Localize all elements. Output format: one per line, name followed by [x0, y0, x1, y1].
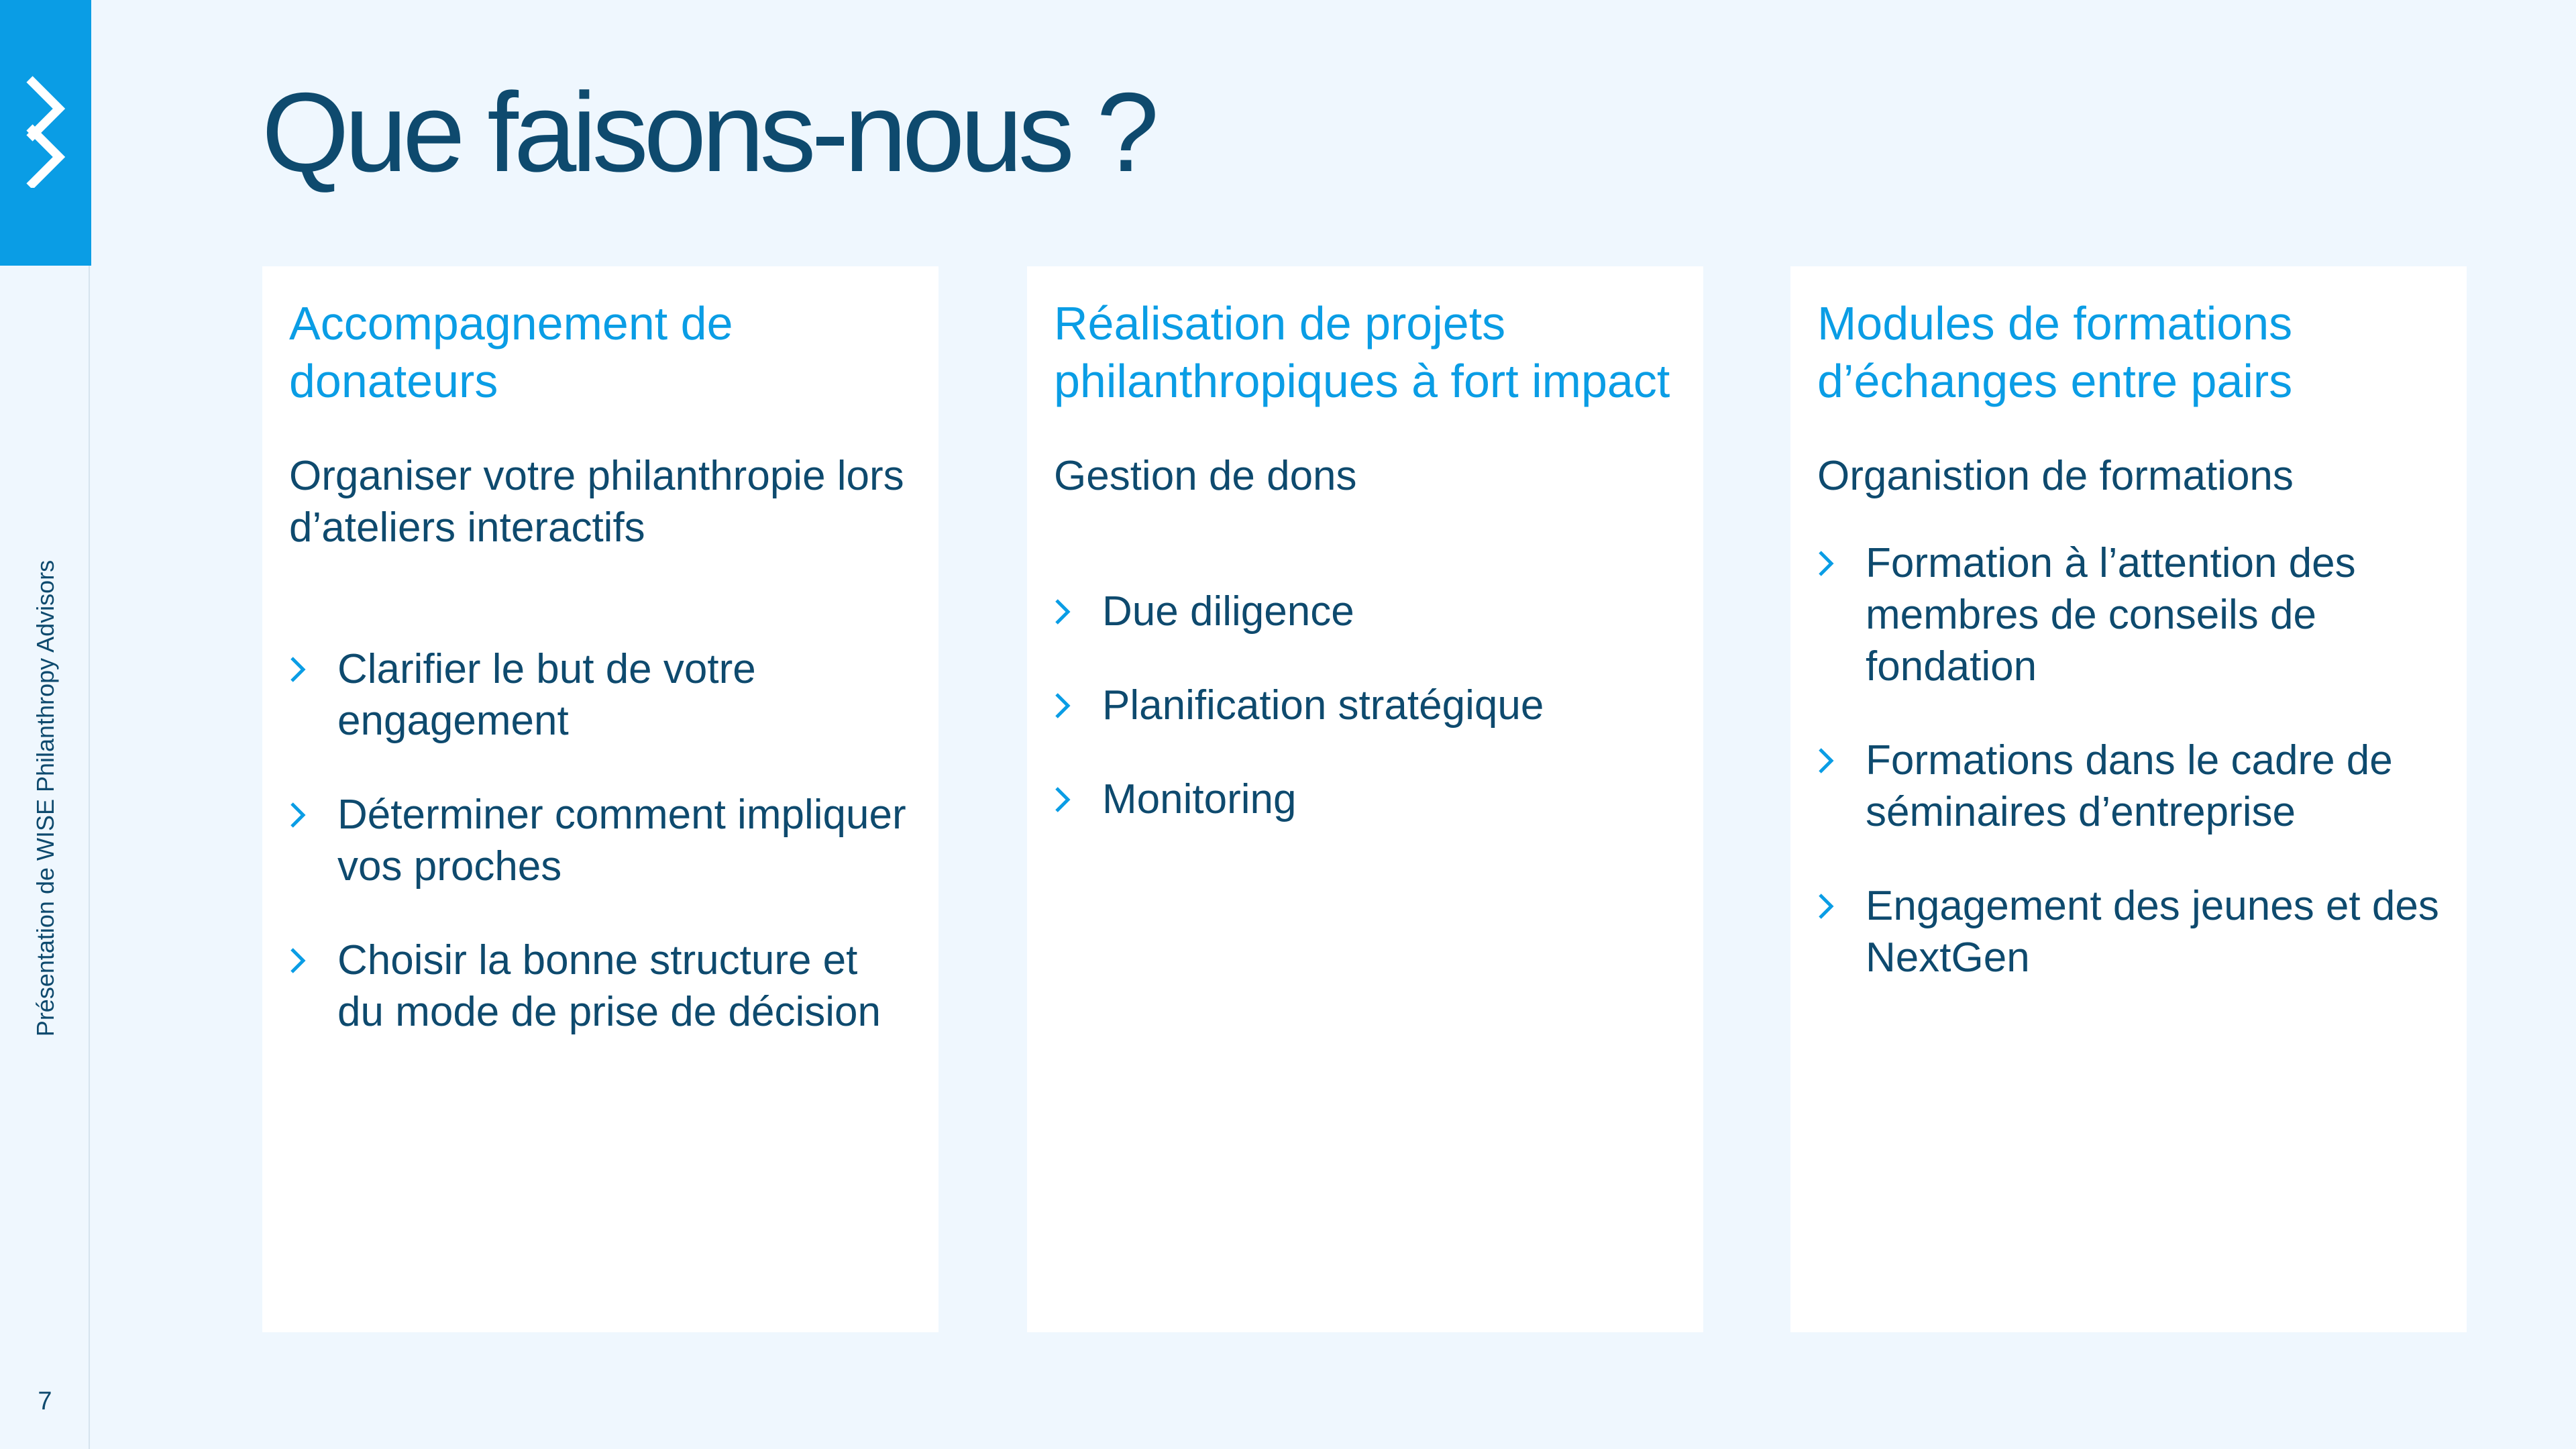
logo	[0, 0, 91, 266]
card-title: Réalisation de projets philanthropiques à fort impact	[1054, 297, 1670, 407]
bullet-text: Déterminer comment impliquer vos proches	[337, 792, 906, 890]
page-title: Que faisons-nous ?	[262, 69, 1155, 195]
bullet-text: Due diligence	[1102, 588, 1354, 635]
card-title: Modules de formations d’échanges entre pairs	[1817, 297, 2293, 407]
chevron-right-icon	[1054, 692, 1071, 720]
card-philanthropic-projects	[1027, 266, 1703, 1332]
bullet-text: Planification stratégique	[1102, 682, 1544, 729]
list-item	[1054, 586, 1676, 637]
card-title: Accompagnement de donateurs	[289, 297, 733, 407]
bullet-list	[1817, 537, 2440, 983]
chevron-right-icon	[289, 801, 307, 829]
chevron-right-icon	[289, 947, 307, 975]
presentation-label: Présentation de WISE Philanthropy Advisors	[32, 559, 59, 1037]
bullet-text: Choisir la bonne structure et du mode de prise de décision	[337, 937, 881, 1035]
card-training-modules	[1790, 266, 2467, 1332]
bullet-list	[289, 643, 912, 1038]
chevron-right-icon	[1817, 747, 1835, 775]
list-item	[1817, 880, 2440, 983]
chevron-right-icon	[1817, 549, 1835, 578]
list-item	[1817, 735, 2440, 838]
chevron-right-icon	[289, 655, 307, 684]
card-subtitle: Organiser votre philanthropie lors d’ateliers interactifs	[289, 453, 904, 551]
list-item	[289, 934, 912, 1038]
list-item	[1817, 537, 2440, 692]
bullet-text: Formation à l’attention des membres de conseils de fondation	[1866, 540, 2356, 690]
bullet-list	[1054, 586, 1676, 825]
list-item	[289, 643, 912, 747]
page-number: 7	[38, 1387, 52, 1415]
list-item	[1054, 773, 1676, 825]
sidebar	[0, 0, 90, 1449]
list-item	[1054, 680, 1676, 731]
list-item	[289, 789, 912, 892]
card-donor-support	[262, 266, 938, 1332]
card-subtitle: Gestion de dons	[1054, 453, 1357, 499]
logo-chevrons-icon	[25, 74, 66, 188]
chevron-right-icon	[1817, 892, 1835, 920]
bullet-text: Monitoring	[1102, 776, 1297, 822]
bullet-text: Formations dans le cadre de séminaires d’entreprise	[1866, 737, 2393, 835]
chevron-right-icon	[1054, 786, 1071, 814]
card-subtitle: Organistion de formations	[1817, 453, 2294, 499]
bullet-text: Clarifier le but de votre engagement	[337, 646, 756, 744]
chevron-right-icon	[1054, 598, 1071, 626]
bullet-text: Engagement des jeunes et des NextGen	[1866, 883, 2439, 981]
